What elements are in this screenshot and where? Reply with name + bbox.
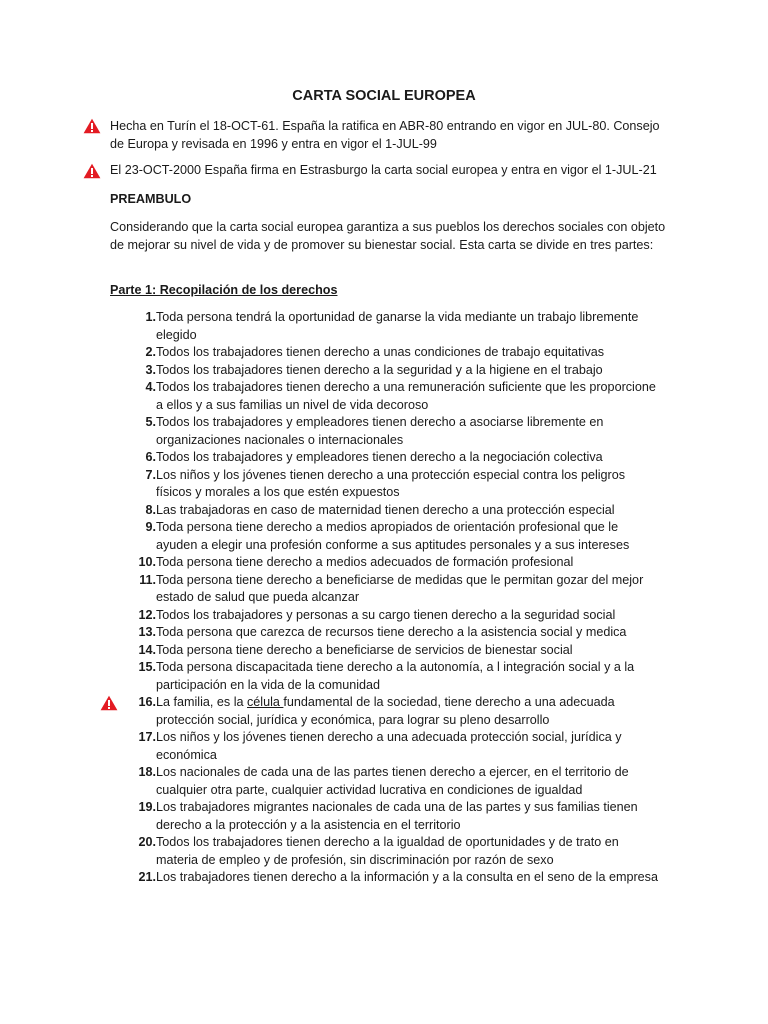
list-item: 16. La familia, es la célula fundamental de la sociedad, tiene derecho a una adecuada protección social, jurídica y económica, para lograr su pleno desarrollo	[110, 694, 670, 729]
list-item: 8. Las trabajadoras en caso de maternidad tienen derecho a una protección especial	[145, 502, 615, 517]
list-item: 13. Toda persona que carezca de recursos tiene derecho a la asistencia social y medica	[138, 625, 627, 639]
list-item: 17. Los niños y los jóvenes tienen derecho a una adecuada protección social, jurídica y económica	[138, 730, 622, 762]
list-item: 21. Los trabajadores tienen derecho a la información y a la consulta en el seno de la empresa	[138, 870, 658, 884]
list-item: 12. Todos los trabajadores y personas a su cargo tienen derecho a la seguridad social	[138, 607, 616, 622]
list-item: 5. Todos los trabajadores y empleadores tienen derecho a asociarse libremente en organizaciones nacionales o internacionales	[145, 415, 604, 447]
preamble-text: Considerando que la carta social europea garantiza a sus pueblos los derechos sociales con objeto de mejorar su nivel de vida y de promover su bienestar social. Esta carta se divide en tres partes:	[110, 220, 666, 252]
list-item: 1. Toda persona tendrá la oportunidad de ganarse la vida mediante un trabajo libremente elegido	[145, 310, 639, 342]
note-2: El 23-OCT-2000 España firma en Estrasburgo la carta social europea y entra en vigor el 1-JUL-21	[110, 163, 657, 177]
note-1: Hecha en Turín el 18-OCT-61. España la ratifica en ABR-80 entrando en vigor en JUL-80. Consejo de Europa y revisada en 1996 y entra en vigor el 1-JUL-99	[110, 119, 660, 151]
list-item: 9. Toda persona tiene derecho a medios apropiados de orientación profesional que le ayuden a elegir una profesión conforme a sus aptitudes personales y a sus intereses	[145, 520, 630, 552]
preamble-heading: PREAMBULO	[110, 192, 192, 206]
list-item: 20. Todos los trabajadores tienen derecho a la igualdad de oportunidades y de trato en materia de empleo y de profesión, sin discriminación por razón de sexo	[138, 835, 619, 867]
rights-list	[110, 309, 670, 887]
list-item: 6. Todos los trabajadores y empleadores tienen derecho a la negociación colectiva	[145, 450, 603, 464]
list-item: 15. Toda persona discapacitada tiene derecho a la autonomía, a l integración social y a la participación en la vida de la comunidad	[138, 660, 635, 692]
document-title: CARTA SOCIAL EUROPEA	[292, 88, 476, 104]
list-item: 7. Los niños y los jóvenes tienen derecho a una protección especial contra los peligros físicos y morales a los que estén expuestos	[145, 467, 626, 499]
warning-triangle-icon	[83, 118, 101, 134]
underlined-word: célula	[247, 695, 284, 709]
list-item: 10. Toda persona tiene derecho a medios adecuados de formación profesional	[138, 555, 574, 569]
warning-triangle-icon	[100, 695, 118, 711]
list-item: 14. Toda persona tiene derecho a beneficiarse de servicios de bienestar social	[138, 642, 573, 657]
list-item: 3. Todos los trabajadores tienen derecho a la seguridad y a la higiene en el trabajo	[145, 362, 603, 377]
list-item: 4. Todos los trabajadores tienen derecho a una remuneración suficiente que les proporcione a ellos y a sus familias un nivel de vida decoroso	[145, 380, 656, 412]
part1-heading: Parte 1: Recopilación de los derechos	[110, 283, 338, 297]
list-item: 2. Todos los trabajadores tienen derecho a unas condiciones de trabajo equitativas	[145, 345, 605, 359]
list-item: 18. Los nacionales de cada una de las partes tienen derecho a ejercer, en el territorio de cualquier otra parte, cualquier actividad lucrativa en condiciones de igualdad	[138, 765, 629, 797]
list-item: 19. Los trabajadores migrantes nacionales de cada una de las partes y sus familias tienen derecho a la protección y a la asistencia en el territorio	[138, 800, 638, 832]
warning-triangle-icon	[83, 163, 101, 179]
list-item: 11. Toda persona tiene derecho a beneficiarse de medidas que le permitan gozar del mejor estado de salud que pueda alcanzar	[139, 572, 644, 604]
